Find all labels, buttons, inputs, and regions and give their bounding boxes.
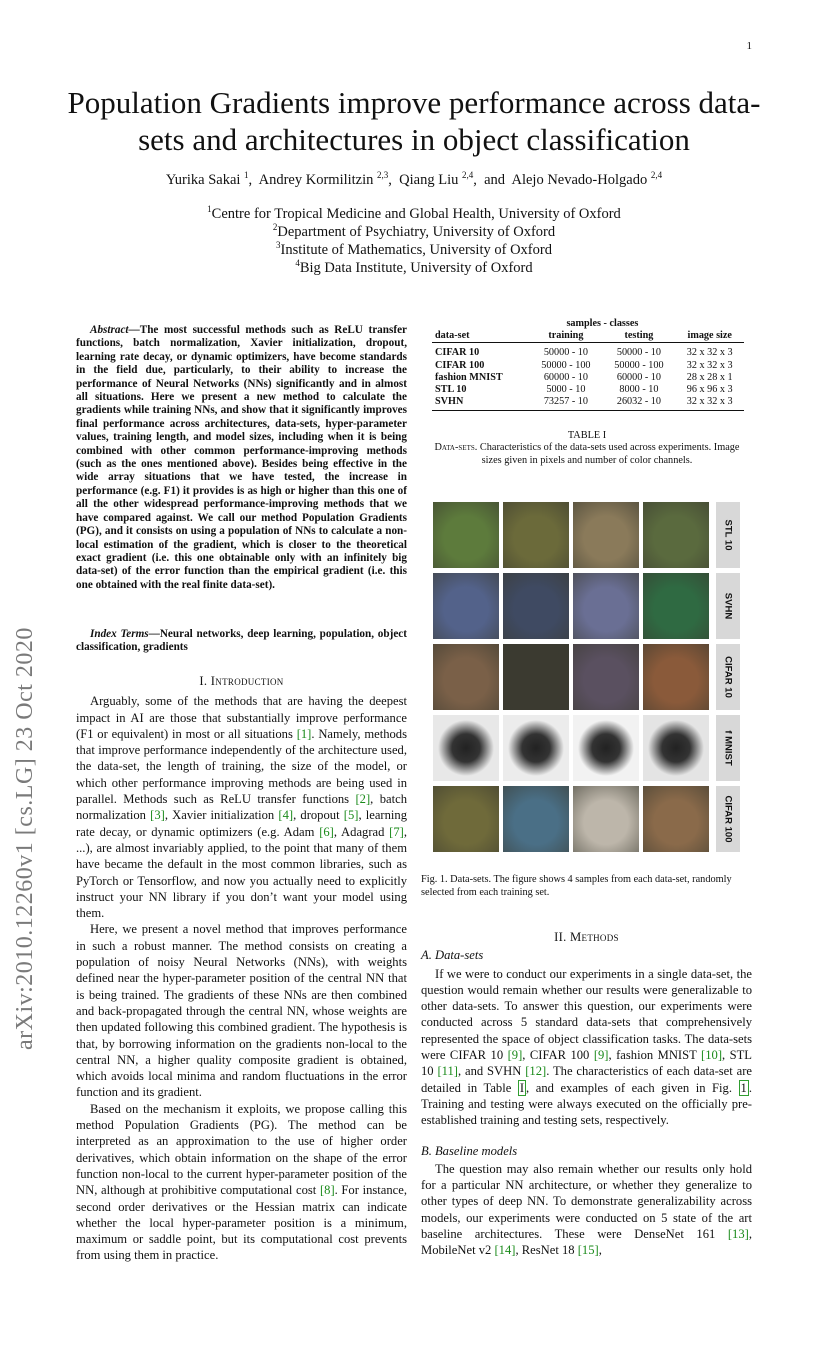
citation-link[interactable]: [10] bbox=[701, 1048, 723, 1063]
table-row bbox=[432, 372, 744, 384]
methods-paragraph-datasets bbox=[421, 966, 752, 1129]
sample-image bbox=[433, 502, 499, 568]
table-cell: 32 x 32 x 3 bbox=[675, 396, 744, 411]
row-label: SVHN bbox=[722, 592, 734, 620]
affil-text: Institute of Mathematics, University of Oxford bbox=[280, 242, 552, 258]
sample-image bbox=[433, 786, 499, 852]
sample-image bbox=[573, 502, 639, 568]
row-label-box bbox=[716, 715, 740, 781]
author-name: Qiang Liu bbox=[399, 172, 459, 188]
abstract-text: —The most successful methods such as ReLU transfer functions, batch normalization, Xavier initialization, dropout, learning rate decay, or dynamic optimizers, have become standards in the field due, particularly, to their ability to increase the performance of Neural Networks (NNs) significantly and in almost all situations. Here we present a new method to calculate the gradients while training NNs, and show that it significantly improves final performance across architectures, data-sets, hyper-parameter values, training length, and model sizes, including when it is being combined with other common performance-improving methods (such as the ones mentioned above). Besides being effective in the wide array situations that we have tested, the increase in performance (e.g. F1) it provides is as high or higher than this one of all the other widespread performance-improving methods that we have compared against. We call our method Population Gradients (PG), and it consists on using a population of NNs to calculate a non-local estimation of the gradient, which is closer to the theoretical exact gradient (i.e. this one obtainable only with an infinitely big data-set) of the error function than the empirical gradient (i.e. this one obtained with the real finite data-set). bbox=[76, 324, 407, 591]
table-group-header: samples - classes bbox=[566, 318, 639, 329]
methods-paragraph-baseline bbox=[421, 1161, 752, 1259]
text-run: If we were to conduct our experiments in a single data-set, the question would remain whether our results were generalizable to other data-sets. To answer this question, our experiments were conducted across 5 standard data-sets that comprehensively represented the space of object classification tasks. The data-sets were CIFAR 10 bbox=[421, 966, 752, 1063]
text-run: . Training and testing were always executed on the officially pre-established training and testing sets, respectively. bbox=[421, 1080, 752, 1128]
table-col-header: training bbox=[548, 330, 584, 342]
table-ref-link[interactable]: I bbox=[519, 1080, 525, 1095]
affil-text: Big Data Institute, University of Oxford bbox=[299, 260, 533, 276]
author-affil-sup: 2,4 bbox=[650, 170, 663, 181]
table-cell: 5000 - 10 bbox=[546, 384, 586, 396]
table-row bbox=[432, 384, 744, 396]
row-label-box bbox=[716, 502, 740, 568]
methods-section bbox=[421, 929, 752, 1259]
sample-image bbox=[573, 644, 639, 710]
text-run: . For instance, second order derivatives or the Hessian matrix can indicate whether the local hyper-parameter position is a minimum, maximum or saddle point, but its computational cost prevents from using them in practice. bbox=[76, 1183, 407, 1263]
citation-link[interactable]: [9] bbox=[593, 1048, 609, 1063]
index-terms-text: —Neural networks, deep learning, population, object classification, gradients bbox=[76, 628, 407, 654]
table-cell: 60000 - 10 bbox=[616, 371, 661, 383]
row-label-box bbox=[716, 573, 740, 639]
citation-link[interactable]: [9] bbox=[507, 1048, 523, 1063]
author-joiner: and bbox=[484, 172, 506, 188]
table-col-header: testing bbox=[624, 330, 654, 342]
datasets-table bbox=[432, 318, 744, 411]
subsection-heading-datasets: A. Data-sets bbox=[421, 948, 484, 963]
table-cell: STL 10 bbox=[435, 384, 467, 396]
sample-image bbox=[433, 644, 499, 710]
sample-image bbox=[643, 715, 709, 781]
text-run: , Xavier initialization bbox=[164, 808, 279, 823]
sample-image bbox=[643, 644, 709, 710]
subsection-heading-baseline: B. Baseline models bbox=[421, 1143, 518, 1158]
paper-title: Population Gradients improve performance across data-sets and architectures in object classification bbox=[67, 85, 761, 157]
affiliation bbox=[60, 205, 768, 223]
citation-link[interactable]: [3] bbox=[150, 808, 165, 823]
table-cell: SVHN bbox=[432, 396, 529, 411]
section-heading-intro: I. Introduction bbox=[199, 674, 284, 688]
text-run: , batch normalization bbox=[76, 792, 407, 823]
affiliations bbox=[60, 205, 768, 277]
citation-link[interactable]: [11] bbox=[437, 1064, 458, 1079]
table-caption-text: Characteristics of the data-sets used across experiments. Image sizes given in pixels and number of color channels. bbox=[477, 442, 740, 466]
sample-image bbox=[433, 715, 499, 781]
text-run: , and examples of each given in Fig. bbox=[526, 1080, 739, 1095]
row-label: STL 10 bbox=[722, 519, 734, 551]
index-terms-label: Index Terms bbox=[90, 628, 149, 640]
intro-paragraph-3 bbox=[76, 1101, 407, 1264]
index-terms bbox=[76, 628, 407, 655]
table-cell: fashion MNIST bbox=[435, 371, 503, 383]
table-cell: 50000 - 100 bbox=[541, 359, 591, 371]
citation-link[interactable]: [5] bbox=[343, 808, 359, 823]
text-run: , Adagrad bbox=[333, 824, 390, 839]
citation-link[interactable]: [15] bbox=[577, 1243, 599, 1258]
row-label-box bbox=[716, 786, 740, 852]
affiliation bbox=[60, 223, 768, 241]
figure-ref-link[interactable]: 1 bbox=[740, 1080, 747, 1095]
author-name: Andrey Kormilitzin bbox=[258, 172, 374, 188]
author-name: Alejo Nevado-Holgado bbox=[511, 172, 648, 188]
text-run: , fashion MNIST bbox=[608, 1048, 702, 1063]
intro-paragraph-1 bbox=[76, 693, 407, 921]
citation-link[interactable]: [14] bbox=[494, 1243, 516, 1258]
table-row bbox=[432, 360, 744, 372]
citation-link[interactable]: [1] bbox=[296, 726, 312, 741]
table-cell: 32 x 32 x 3 bbox=[686, 359, 733, 371]
figure-caption: Fig. 1. Data-sets. The figure shows 4 samples from each data-set, randomly selected from each training set. bbox=[421, 874, 732, 898]
sample-image bbox=[573, 786, 639, 852]
table-cell: 28 x 28 x 1 bbox=[686, 371, 733, 383]
affil-text: Department of Psychiatry, University of Oxford bbox=[277, 224, 556, 240]
abstract bbox=[76, 324, 407, 592]
sample-image bbox=[643, 573, 709, 639]
text-run: , learning rate decay, or dynamic optimizers (e.g. Adam bbox=[76, 808, 408, 839]
table-cell: 50000 - 10 bbox=[602, 343, 675, 360]
table-caption bbox=[426, 430, 748, 467]
sample-image bbox=[573, 715, 639, 781]
sample-image bbox=[643, 502, 709, 568]
sample-image bbox=[433, 573, 499, 639]
text-run: . Namely, methods that improve performance independently of the architecture used, the data-set, the length of training, the size of the model, or which other performance improving methods are being used in parallel. Methods such as ReLU transfer functions bbox=[76, 726, 407, 807]
text-run: , and SVHN bbox=[457, 1064, 526, 1079]
citation-link[interactable]: [13] bbox=[727, 1227, 749, 1242]
sample-image bbox=[643, 786, 709, 852]
table-row bbox=[432, 396, 744, 411]
dataset-samples-figure bbox=[433, 502, 743, 854]
table-col-header: image size bbox=[687, 330, 732, 342]
sample-image bbox=[503, 715, 569, 781]
sample-image bbox=[503, 502, 569, 568]
affil-text: Centre for Tropical Medicine and Global Health, University of Oxford bbox=[211, 206, 621, 222]
table-caption-number: TABLE I bbox=[567, 430, 607, 441]
abstract-label: Abstract bbox=[90, 324, 129, 336]
intro-paragraph-2: Here, we present a novel method that improves performance in such a robust manner. The method consists on creating a population of noisy Neural Networks (NNs), with weights defined near the hyper-parameter position of the central NN that is being trained. The gradients of these NNs are then combined and back-propagated through the central NN, whose weights are then updated following this combined gradient. The hypothesis is that, by borrowing information on the gradients non-local to the central NN, a higher quality composite gradient is obtained, which avoids local minima and random fluctuations in the error function and its gradient. bbox=[76, 922, 407, 1100]
table-row bbox=[432, 343, 744, 360]
text-run: . The characteristics of each data-set are detailed in Table bbox=[421, 1064, 752, 1095]
affiliation bbox=[60, 241, 768, 259]
text-run: , STL 10 bbox=[421, 1048, 753, 1079]
table-col-header: data-set bbox=[435, 330, 470, 342]
page-number: 1 bbox=[746, 40, 752, 52]
citation-link[interactable]: [2] bbox=[355, 792, 371, 807]
row-label: f MNIST bbox=[722, 730, 734, 766]
citation-link[interactable]: [8] bbox=[319, 1183, 335, 1198]
text-run: Arguably, some of the methods that are having the deepest impact in AI are those that substantially improve performance (F1 or equivalent) in most or all situations bbox=[76, 694, 407, 741]
text-run: Based on the mechanism it exploits, we propose calling this method Population Gradients (PG). The method can be interpreted as an approximation to the use of higher order derivatives, which obtain information on the shape of the error function non-local to the current hyper-parameter position of the NN, although at prohibitive computational cost bbox=[76, 1101, 407, 1198]
text-run: , CIFAR 100 bbox=[522, 1048, 594, 1063]
intro-section bbox=[76, 673, 407, 1264]
citation-link[interactable]: [7] bbox=[389, 824, 404, 839]
row-label: CIFAR 10 bbox=[722, 656, 734, 698]
text-run: , MobileNet v2 bbox=[421, 1227, 752, 1258]
affil-sup: 3 bbox=[276, 240, 281, 251]
author-affil-sup: 2,4 bbox=[461, 170, 474, 181]
table-cell: CIFAR 100 bbox=[435, 359, 485, 371]
sample-image bbox=[503, 786, 569, 852]
text-run: , bbox=[598, 1243, 602, 1258]
author-name: Yurika Sakai bbox=[165, 172, 241, 188]
sample-image bbox=[503, 644, 569, 710]
arxiv-stamp: arXiv:2010.12260v1 [cs.LG] 23 Oct 2020 bbox=[12, 627, 38, 1050]
section-heading-methods: II. Methods bbox=[554, 930, 619, 944]
text-run: The question may also remain whether our results only hold for a particular NN architecture, or whether they generalize to other types of deep NN. To demonstrate generalizability across models, our experiments were conducted on 5 state of the art baseline architectures. These were DenseNet 161 bbox=[421, 1161, 752, 1242]
table-cell: 32 x 32 x 3 bbox=[675, 343, 744, 360]
table-caption-label: Data-sets. bbox=[434, 442, 478, 454]
text-run: , ResNet 18 bbox=[515, 1243, 578, 1258]
affil-sup: 4 bbox=[295, 258, 300, 269]
table-cell: 73257 - 10 bbox=[529, 396, 602, 411]
table-cell: 60000 - 10 bbox=[543, 371, 588, 383]
author-affil-sup: 2,3 bbox=[377, 170, 389, 181]
row-label: CIFAR 100 bbox=[722, 795, 734, 843]
text-run: , dropout bbox=[293, 808, 344, 823]
table-cell: 26032 - 10 bbox=[602, 396, 675, 411]
table-cell: 50000 - 10 bbox=[529, 343, 602, 360]
text-run: , ...), are almost invariably applied, to the point that many of them have became the default in the most common libraries, such as PyTorch or Tensorflow, and now you actually need to explicitly instruct your NN library if you don’t want your model using them. bbox=[76, 824, 407, 921]
table-cell: 50000 - 100 bbox=[614, 359, 664, 371]
table-cell: 8000 - 10 bbox=[619, 384, 659, 396]
citation-link[interactable]: [6] bbox=[319, 824, 334, 839]
sample-image bbox=[503, 573, 569, 639]
citation-link[interactable]: [12] bbox=[525, 1064, 547, 1079]
author-list: Yurika Sakai $^1$, Andrey Kormilitzin $^{2,3}$, Qiang Liu $^{2,4}$, and Alejo Nevado-Holgado $^{2,4}$ bbox=[165, 170, 663, 188]
sample-image bbox=[573, 573, 639, 639]
citation-link[interactable]: [4] bbox=[278, 808, 294, 823]
row-label-box bbox=[716, 644, 740, 710]
author-affil-sup: 1 bbox=[244, 170, 249, 181]
table-cell: 96 x 96 x 3 bbox=[686, 384, 733, 396]
affil-sup: 1 bbox=[207, 204, 212, 215]
table-cell: CIFAR 10 bbox=[432, 343, 529, 360]
affil-sup: 2 bbox=[272, 222, 278, 233]
affiliation bbox=[60, 259, 768, 277]
